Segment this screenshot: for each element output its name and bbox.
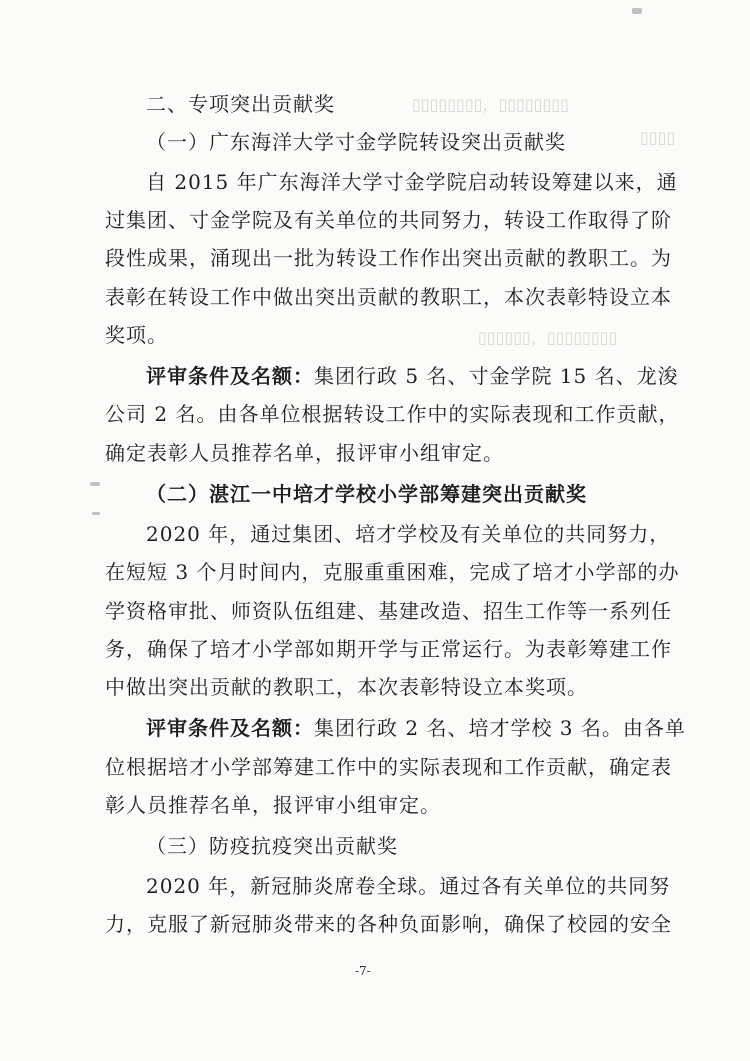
paragraph-line: 过集团、寸金学院及有关单位的共同努力，转设工作取得了阶 xyxy=(105,208,672,232)
scan-speck xyxy=(632,8,642,14)
criteria-text: 集团行政 2 名、培才学校 3 名。由各单 xyxy=(314,716,686,740)
paragraph-line: 奖项。 xyxy=(105,323,168,347)
criteria-line xyxy=(146,714,686,742)
scan-speck xyxy=(90,482,100,486)
paragraph-line: 2020 年，通过集团、培才学校及有关单位的共同努力， xyxy=(146,522,671,546)
paragraph-line: 自 2015 年广东海洋大学寸金学院启动转设筹建以来，通 xyxy=(146,170,678,194)
paragraph-line: 公司 2 名。由各单位根据转设工作中的实际表现和工作贡献， xyxy=(105,402,680,426)
criteria-text: 集团行政 5 名、寸金学院 15 名、龙浚 xyxy=(314,364,679,388)
award-2-title: （二）湛江一中培才学校小学部筹建突出贡献奖 xyxy=(146,482,587,506)
paragraph-line: 务，确保了培才小学部如期开学与正常运行。为表彰筹建工作 xyxy=(105,637,672,661)
paragraph-line: 中做出突出贡献的教职工，本次表彰特设立本奖项。 xyxy=(105,675,588,699)
show-through-text: ▯▯▯▯▯▯，▯▯▯▯▯▯▯▯ xyxy=(478,328,618,347)
award-1-title: （一）广东海洋大学寸金学院转设突出贡献奖 xyxy=(146,130,566,154)
criteria-line xyxy=(146,362,679,390)
page-number: -7- xyxy=(355,964,371,978)
show-through-text: ▯▯▯▯ xyxy=(640,128,676,147)
paragraph-line: 力，克服了新冠肺炎带来的各种负面影响，确保了校园的安全 xyxy=(105,912,672,936)
paragraph-line: 2020 年，新冠肺炎席卷全球。通过各有关单位的共同努 xyxy=(146,874,671,898)
criteria-label: 评审条件及名额： xyxy=(146,716,314,740)
paragraph-line: 段性成果，涌现出一批为转设工作作出突出贡献的教职工。为 xyxy=(105,246,672,270)
paragraph-line: 学资格审批、师资队伍组建、基建改造、招生工作等一系列任 xyxy=(105,599,672,623)
paragraph-line: 彰人员推荐名单，报评审小组审定。 xyxy=(105,793,441,817)
criteria-label: 评审条件及名额： xyxy=(146,364,314,388)
show-through-text: ▯▯▯▯▯▯▯▯，▯▯▯▯▯▯▯▯ xyxy=(412,95,569,114)
paragraph-line: 表彰在转设工作中做出突出贡献的教职工，本次表彰特设立本 xyxy=(105,285,672,309)
paragraph-line: 位根据培才小学部筹建工作中的实际表现和工作贡献，确定表 xyxy=(105,755,672,779)
award-3-title: （三）防疫抗疫突出贡献奖 xyxy=(146,834,398,858)
paragraph-line: 确定表彰人员推荐名单，报评审小组审定。 xyxy=(105,441,504,465)
paragraph-line: 在短短 3 个月时间内，克服重重困难，完成了培才小学部的办 xyxy=(105,560,680,584)
scan-speck xyxy=(92,512,100,515)
section-heading: 二、专项突出贡献奖 xyxy=(146,92,335,116)
